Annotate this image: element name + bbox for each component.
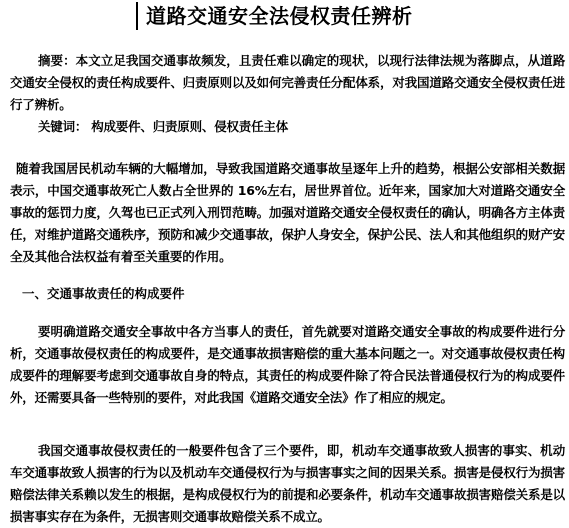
title-row — [0, 0, 569, 36]
abstract-paragraph: 摘要：本文立足我国交通事故频发，且责任难以确定的现状，以现行法律法规为落脚点，从道路交通安全侵权的责任构成要件、归责原则以及如何完善责任分配体系，对我国道路交通安全侵权责任进行了辨析。 — [10, 53, 565, 112]
section-paragraph-2: 我国交通事故侵权责任的一般要件包含了三个要件，即，机动车交通事故致人损害的事实、机动车交通事故致人损害的行为以及机动车交通侵权行为与损害事实之间的因果关系。损害是侵权行为损害赔偿法律关系赖以发生的根据，是构成侵权行为的前提和必要条件，机动车交通事故损害赔偿关系是以损害事实存在为条件，无损害则交通事故赔偿关系不成立。 — [10, 443, 565, 524]
text-cursor — [136, 2, 138, 30]
keywords-label: 关键词： — [38, 119, 88, 134]
keywords-line — [38, 116, 558, 138]
intro-paragraph: 随着我国居民机动车辆的大幅增加，导致我国道路交通事故呈逐年上升的趋势，根据公安部相关数据表示，中国交通事故死亡人数占全世界的 16%左右，居世界首位。近年来，国家加大对道路交通安全事故的惩罚力度，久驾也已正式列入刑罚范畴。加强对道路交通安全侵权责任的确认，明确各方主体责任，对维护道路交通秩序，预防和减少交通事故，保护人身安全，保护公民、法人和其他组织的财产安全及其他合法权益有着至关重要的作用。 — [10, 161, 565, 264]
document-title: 道路交通安全法侵权责任辨析 — [146, 4, 413, 28]
section-heading: 一、交通事故责任的构成要件 — [22, 286, 185, 301]
section-paragraph-1: 要明确道路交通安全事故中各方当事人的责任，首先就要对道路交通安全事故的构成要件进行分析，交通事故侵权责任的构成要件，是交通事故损害赔偿的重大基本问题之一。对交通事故侵权责任构成要件的理解要考虑到交通事故自身的特点，其责任的构成要件除了符合民法普通侵权行为的构成要件外，还需要具备一些特别的要件，对此我国《道路交通安全法》作了相应的规定。 — [10, 324, 565, 405]
keywords-text: 构成要件、归责原则、侵权责任主体 — [91, 119, 289, 134]
